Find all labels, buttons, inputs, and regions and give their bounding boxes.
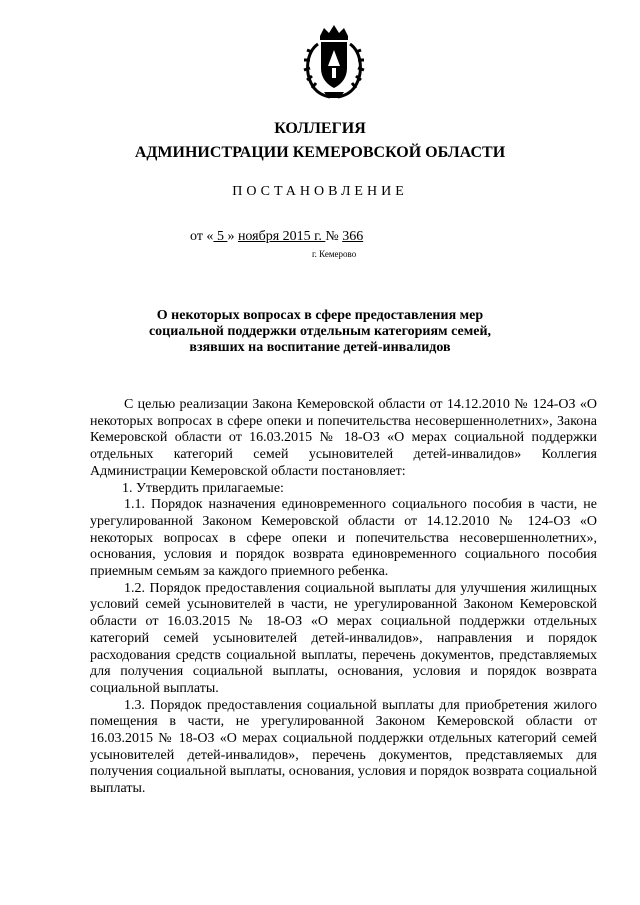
- clause-1-2: 1.2. Порядок предоставления социальной выплаты для улучшения жилищных условий семей усыновителей в части, не урегулированной Законом Кемеровской области от 16.03.2015 № 18-ОЗ «О мерах социальной поддержки отдельных категорий семей усыновителей детей-инвалидов», направления и порядок расходования средств социальной выплаты, перечень документов, представляемых для получения социальной выплаты, основания, условия и порядок возврата социальной выплаты.: [90, 580, 597, 696]
- document-type: ПОСТАНОВЛЕНИЕ: [232, 184, 408, 199]
- date-month-year: ноября 2015 г.: [237, 229, 326, 244]
- date-day: 5: [213, 229, 228, 244]
- date-quote-close: »: [227, 229, 238, 244]
- coat-of-arms-emblem: [300, 22, 368, 102]
- document-body: [90, 397, 597, 798]
- title-line: социальной поддержки отдельным категориям семей,: [148, 324, 492, 339]
- title-line: О некоторых вопросах в сфере предоставления мер: [156, 308, 484, 323]
- organization-name: КОЛЛЕГИЯ: [274, 120, 366, 137]
- organization-subtitle: АДМИНИСТРАЦИИ КЕМЕРОВСКОЙ ОБЛАСТИ: [134, 144, 506, 161]
- clause-1-3: 1.3. Порядок предоставления социальной выплаты для приобретения жилого помещения в части, не урегулированной Законом Кемеровской области от 16.03.2015 № 18-ОЗ «О мерах социальной поддержки отдельных категорий семей усыновителей детей-инвалидов», перечень документов, представляемых для получения социальной выплаты, основания, условия и порядок возврата социальной выплаты.: [90, 697, 597, 797]
- intro-paragraph: С целью реализации Закона Кемеровской области от 14.12.2010 № 124-ОЗ «О некоторых вопросах в сфере опеки и попечительства несовершеннолетних», Закона Кемеровской области от 16.03.2015 № 18-ОЗ «О мерах социальной поддержки отдельных категорий семей усыновителей детей-инвалидов» Коллегия Администрации Кемеровской области постановляет:: [90, 397, 597, 479]
- number-sign: №: [325, 229, 343, 244]
- city-name: г. Кемерово: [312, 249, 357, 259]
- title-line: взявших на воспитание детей-инвалидов: [189, 340, 451, 355]
- document-number: 366: [342, 229, 364, 244]
- clause-1-1: 1.1. Порядок назначения единовременного социального пособия в части, не урегулированной Законом Кемеровской области от 14.12.2010 № 124-ОЗ «О некоторых вопросах в сфере опеки и попечительства несовершеннолетних», основания, условия и порядок возврата единовременного социального пособия приемным семьям за каждого приемного ребенка.: [90, 497, 597, 580]
- document-title: [60, 308, 580, 356]
- date-prefix: от «: [190, 229, 214, 244]
- clause-1: 1. Утвердить прилагаемые:: [122, 480, 284, 496]
- date-number-line: [190, 229, 510, 245]
